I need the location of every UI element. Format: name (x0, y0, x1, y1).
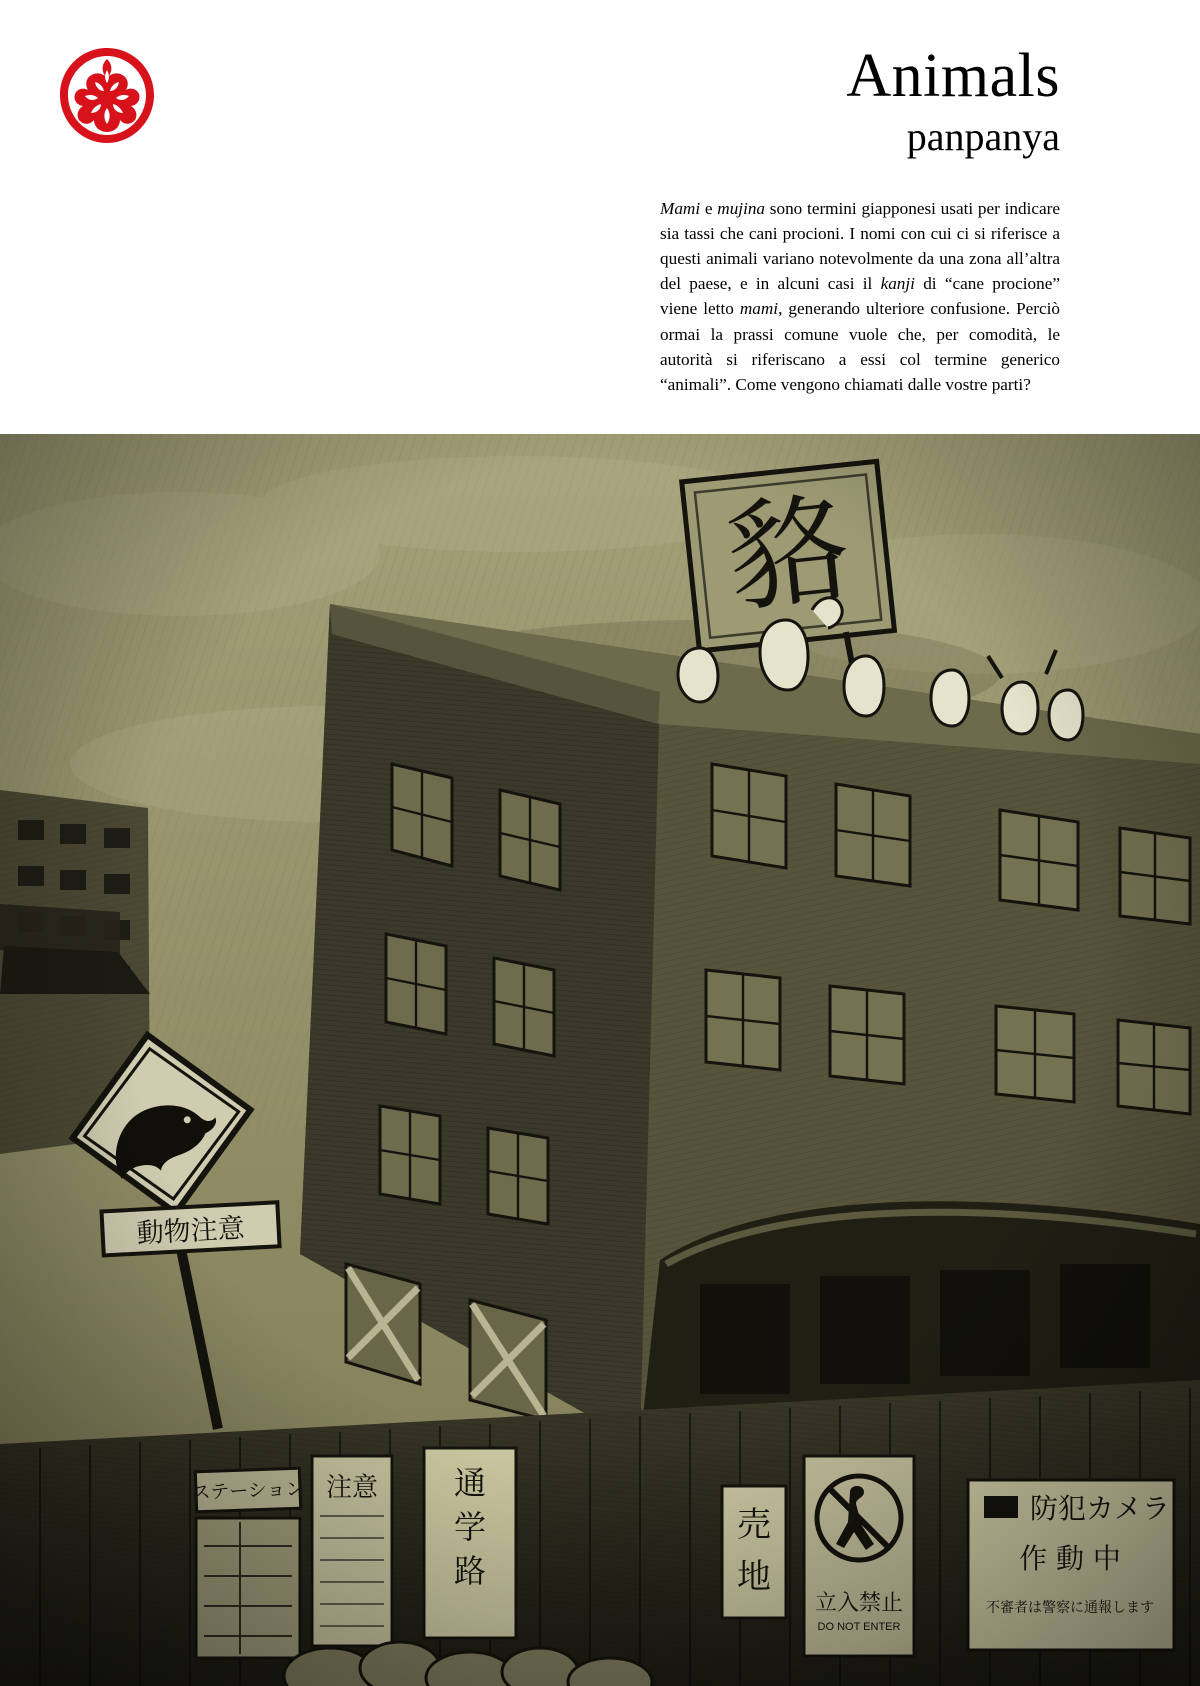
title-block (440, 44, 1060, 158)
blurb-text-b: di “cane procione” viene letto (660, 274, 1060, 319)
blurb-text-conj: e (700, 199, 718, 218)
blurb-italic-mami: Mami (660, 199, 701, 218)
back-cover-blurb (660, 196, 1060, 397)
blurb-text-c: , generando ulteriore confusione. Perciò ormai la prassi comune vuole che, per comodità, le autorità si riferiscano a essi col termine generico “animali”. Come vengono chiamati dalle vostre parti? (660, 299, 1060, 394)
cover-illustration (0, 434, 1200, 1686)
book-title: Animals (846, 42, 1060, 110)
blurb-italic-mujina: mujina (717, 199, 766, 218)
publisher-logo (57, 46, 157, 146)
blurb-text-a: sono termini giapponesi usati per indicare sia tassi che cani procioni. I nomi con cui ci si riferisce a questi animali variano notevolmente da una zona all’altra del paese, e in alcuni casi il (660, 199, 1060, 294)
book-author: panpanya (906, 114, 1060, 160)
blurb-italic-kanji: kanji (880, 274, 915, 294)
cover-header (0, 0, 1200, 434)
blurb-italic-mami-2: mami (739, 299, 779, 319)
